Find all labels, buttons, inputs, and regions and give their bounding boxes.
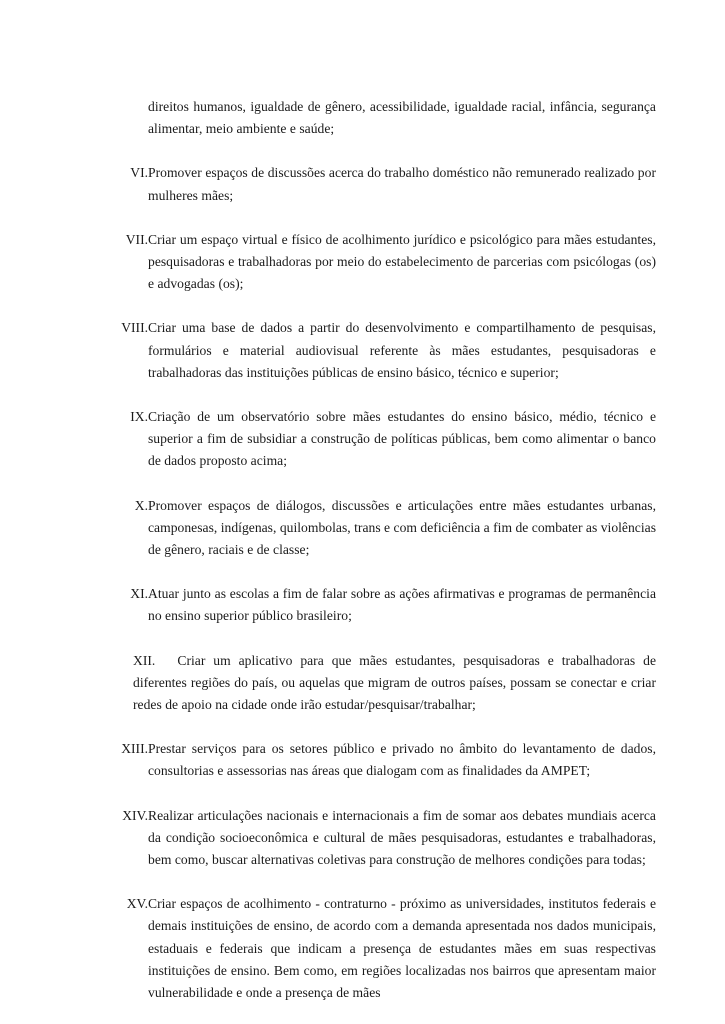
list-item-text: Criar uma base de dados a partir do desenvolvimento e compartilhamento de pesquisas, formulários e material audiovisual referente às mães estudantes, pesquisadoras e trabalhadoras das instituições públicas de ensino básico, técnico e superior;: [148, 320, 656, 380]
list-item-text: Criação de um observatório sobre mães estudantes do ensino básico, médio, técnico e superior a fim de subsidiar a construção de políticas públicas, bem como alimentar o banco de dados proposto acima;: [148, 409, 656, 469]
list-item-marker: XII.: [133, 652, 156, 668]
list-item-marker: X.: [134, 497, 148, 513]
list-item-marker: IX.: [130, 409, 148, 425]
list-item: [108, 893, 656, 1004]
list-item-text: Criar espaços de acolhimento - contraturno - próximo as universidades, institutos federais e demais instituições de ensino, de acordo com a demanda apresentada nos dados municipais, estaduais e federais que indicam a presença de estudantes mães em suas respectivas instituições de ensino. Bem como, em regiões localizadas nos bairros que apresentam maior vulnerabilidade e onde a presença de mães: [148, 896, 656, 1001]
list-item: [108, 738, 656, 782]
list-item: [108, 229, 656, 296]
list-item: [108, 406, 656, 473]
list-item: [108, 583, 656, 627]
list-item-text: Promover espaços de diálogos, discussões e articulações entre mães estudantes urbanas, camponesas, indígenas, quilombolas, trans e com deficiência a fim de combater as violências de gênero, raciais e de classe;: [148, 497, 657, 558]
list-item-marker: XIV.: [122, 807, 148, 823]
list-item: [108, 317, 656, 384]
list-item-marker: VI.: [130, 165, 148, 181]
list-item-text: Atuar junto as escolas a fim de falar sobre as ações afirmativas e programas de permanência no ensino superior público brasileiro;: [148, 586, 656, 624]
list-item: [108, 495, 656, 562]
list-item-marker: XV.: [126, 896, 148, 912]
list-item-text: Criar um aplicativo para que mães estudantes, pesquisadoras e trabalhadoras de diferentes regiões do país, ou aquelas que migram de outros países, possam se conectar e criar redes de apoio na cidade onde irão estudar/pesquisar/trabalhar;: [133, 652, 656, 713]
list-item-marker: VIII.: [121, 320, 148, 336]
list-item-marker: VII.: [125, 231, 148, 247]
list-item-marker: XI.: [130, 586, 148, 602]
document-body: [108, 96, 656, 1004]
list-item-text-value: Criar um espaço virtual e físico de acolhimento jurídico e psicológico para mães estudantes, pesquisadoras e trabalhadoras por meio do estabelecimento de parcerias com psicólogas (os) e advogadas (os);: [148, 231, 656, 292]
list-item: [108, 805, 656, 872]
list-item-marker: XIII.: [121, 741, 148, 757]
list-item-text: [148, 229, 656, 296]
list-item-text: Realizar articulações nacionais e internacionais a fim de somar aos debates mundiais acerca da condição socioeconômica e cultural de mães pesquisadoras, estudantes e trabalhadoras, bem como, buscar alternativas coletivas para construção de melhores condições para todas;: [148, 807, 656, 868]
list-item-text: Promover espaços de discussões acerca do trabalho doméstico não remunerado realizado por mulheres mães;: [148, 165, 656, 203]
list-item: [108, 162, 656, 206]
list-item: [133, 650, 656, 717]
list-item-text: Prestar serviços para os setores público e privado no âmbito do levantamento de dados, consultorias e assessorias nas áreas que dialogam com as finalidades da AMPET;: [148, 741, 656, 779]
continuation-paragraph: direitos humanos, igualdade de gênero, acessibilidade, igualdade racial, infância, segurança alimentar, meio ambiente e saúde;: [148, 99, 656, 137]
